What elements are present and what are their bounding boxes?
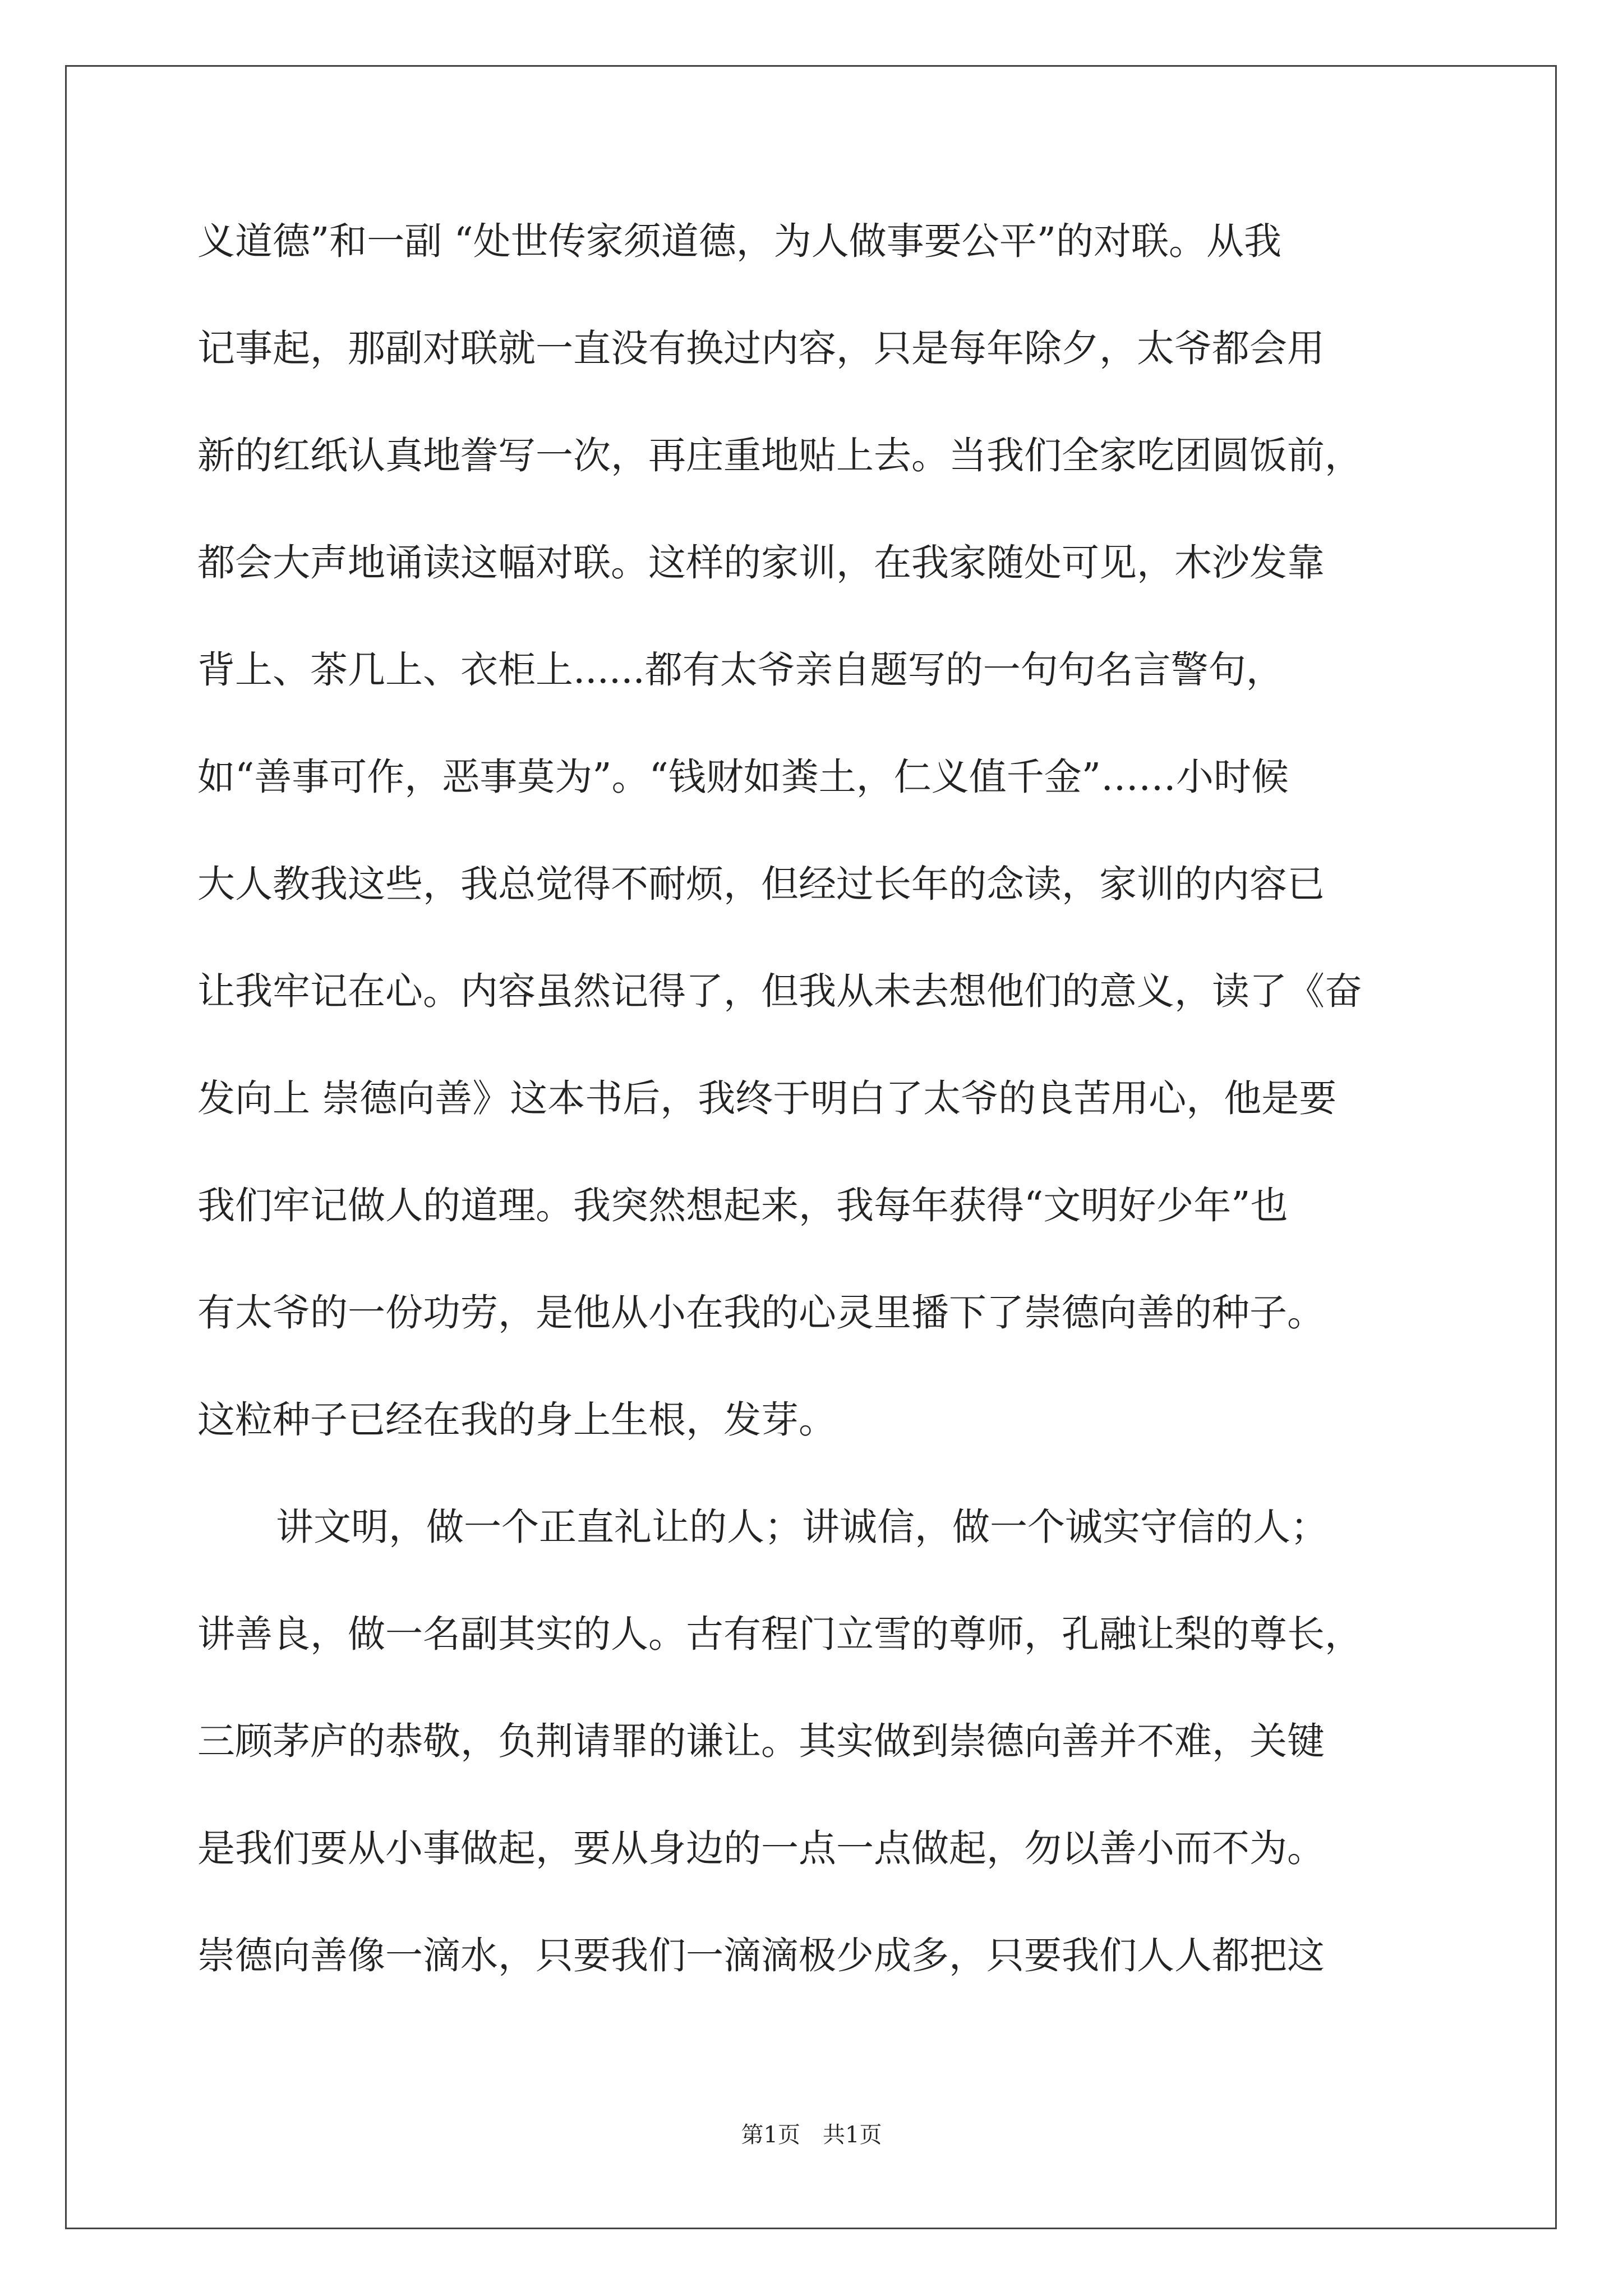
paragraph-first-line: 讲文明，做一个正直礼让的人；讲诚信，做一个诚实守信的人； (276, 1505, 1328, 1549)
text-line: 背上、茶几上、衣柜上......都有太爷亲自题写的一句句名言警句， (197, 648, 1284, 692)
page-number: 第1页 共1页 (741, 2122, 882, 2148)
text-line: 我们牢记做人的道理。我突然想起来，我每年获得“文明好少年”也 (197, 1184, 1288, 1227)
text-line: 发向上 崇德向善》这本书后，我终于明白了太爷的良苦用心，他是要 (197, 1076, 1337, 1120)
text-line: 大人教我这些，我总觉得不耐烦，但经过长年的念读，家训的内容已 (197, 862, 1325, 906)
text-line: 都会大声地诵读这幅对联。这样的家训，在我家随处可见，木沙发靠 (197, 541, 1325, 585)
text-line: 让我牢记在心。内容虽然记得了，但我从未去想他们的意义，读了《奋 (197, 969, 1362, 1013)
text-line: 有太爷的一份功劳，是他从小在我的心灵里播下了崇德向善的种子。 (197, 1291, 1325, 1335)
text-line: 新的红纸认真地誊写一次，再庄重地贴上去。当我们全家吃团圆饭前， (197, 434, 1362, 477)
text-line: 三顾茅庐的恭敬，负荆请罪的谦让。其实做到崇德向善并不难，关键 (197, 1719, 1325, 1763)
page-border (65, 65, 1557, 2229)
text-line: 讲善良，做一名副其实的人。古有程门立雪的尊师，孔融让梨的尊长， (197, 1612, 1362, 1656)
text-line: 是我们要从小事做起，要从身边的一点一点做起，勿以善小而不为。 (197, 1826, 1325, 1870)
text-line: 如“善事可作，恶事莫为”。“钱财如粪土，仁义值千金”……小时候 (197, 755, 1289, 799)
text-line: 崇德向善像一滴水，只要我们一滴滴极少成多，只要我们人人都把这 (197, 1934, 1325, 1977)
text-line: 记事起，那副对联就一直没有换过内容，只是每年除夕，太爷都会用 (197, 326, 1325, 370)
text-line: 这粒种子已经在我的身上生根，发芽。 (197, 1398, 836, 1442)
text-line: 义道德”和一副 “处世传家须道德，为人做事要公平”的对联。从我 (197, 219, 1282, 263)
